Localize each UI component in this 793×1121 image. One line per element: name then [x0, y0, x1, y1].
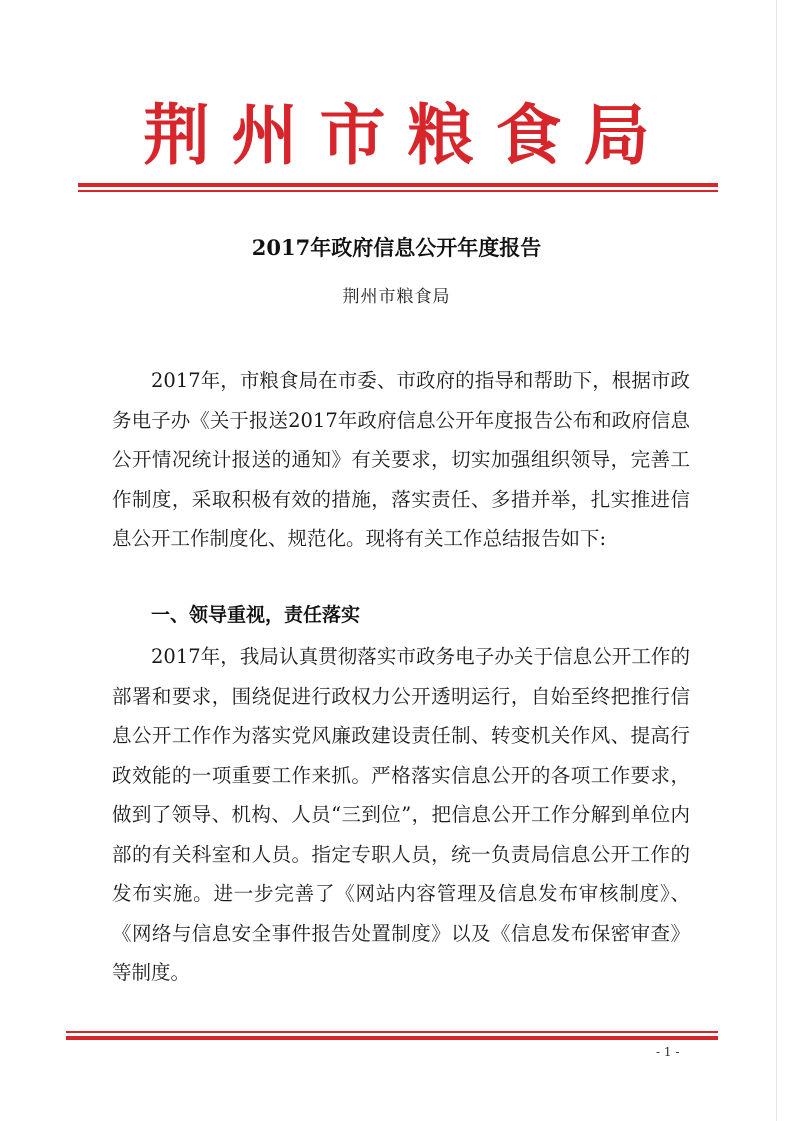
masthead-title: 荆州市粮食局: [143, 96, 672, 174]
document-issuer: 荆州市粮食局: [342, 287, 451, 307]
page-number: - 1 -: [656, 1045, 680, 1059]
masthead-rule-thin: [78, 190, 718, 192]
paragraph-intro: 2017年，市粮食局在市委、市政府的指导和帮助下，根据市政务电子办《关于报送2017年政府信息公开年度报告公布和政府信息公开情况统计报送的通知》有关要求，切实加强组织领导，完善工作制度，采取积极有效的措施，落实责任、多措并举，扎实推进信息公开工作制度化、规范化。现将有关工作总结报告如下:: [112, 369, 690, 550]
document-title: 2017年政府信息公开年度报告: [251, 235, 542, 260]
scan-edge-line: [776, 0, 777, 1121]
paragraph-section-1: 2017年，我局认真贯彻落实市政务电子办关于信息公开工作的部署和要求，围绕促进行政权力公开透明运行，自始至终把推行信息公开工作作为落实党风廉政建设责任制、转变机关作风、提高行政效能的一项重要工作来抓。严格落实信息公开的各项工作要求，做到了领导、机构、人员“三到位”，把信息公开工作分解到单位内部的有关科室和人员。指定专职人员，统一负责局信息公开工作的发布实施。进一步完善了《网站内容管理及信息发布审核制度》、《网络与信息安全事件报告处置制度》以及《信息发布保密审查》等制度。: [112, 645, 690, 984]
section-heading: 一、领导重视，责任落实: [151, 604, 361, 626]
footer-rule-thick: [66, 1036, 718, 1040]
masthead-rule-thick: [78, 183, 718, 187]
footer-rule-thin: [66, 1031, 718, 1033]
